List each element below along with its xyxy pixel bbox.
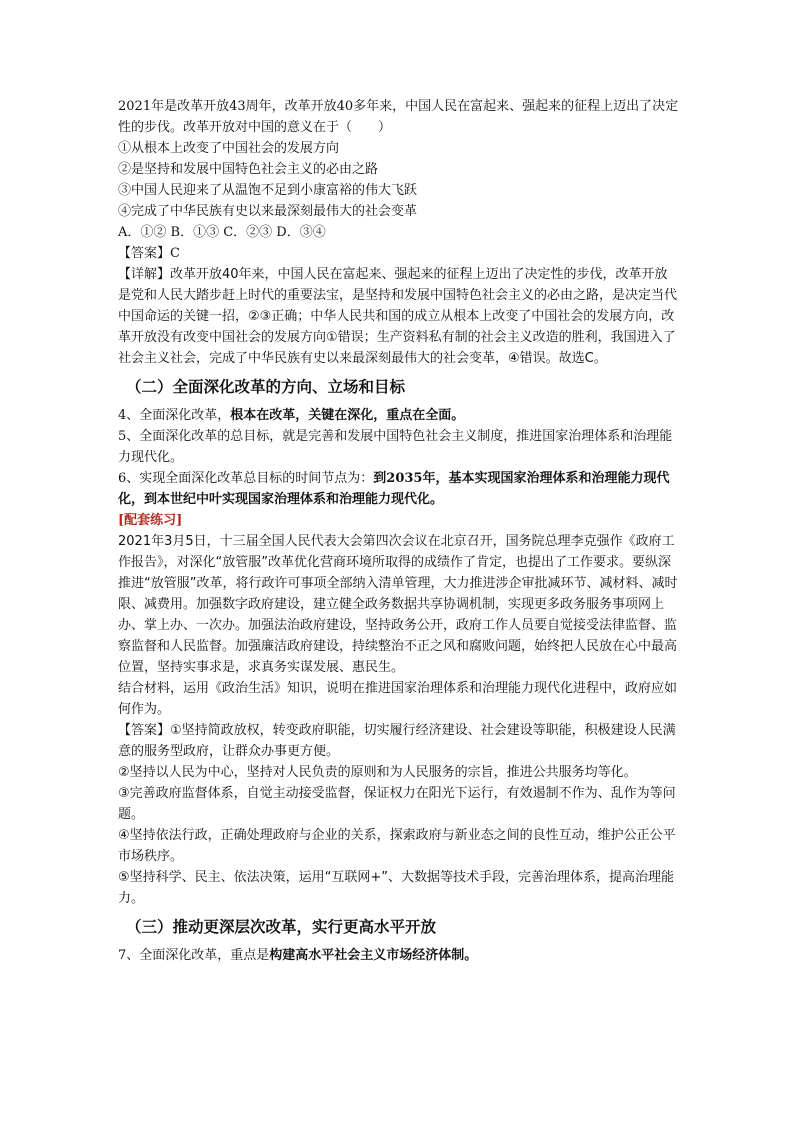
document-page xyxy=(118,96,680,966)
question-1-stem: 2021年是改革开放43周年，改革开放40多年来，中国人民在富起来、强起来的征程上迈出了决定性的步伐。改革开放对中国的意义在于（ ） xyxy=(118,99,679,135)
exercise-answer-label: 【答案】 xyxy=(118,723,171,738)
item-7-bold: 构建高水平社会主义市场经济体制。 xyxy=(269,948,478,963)
exercise-question: 结合材料，运用《政治生活》知识，说明在推进国家治理体系和治理能力现代化进程中，政府应如何作为。 xyxy=(118,681,678,717)
option-4: ④完成了中华民族有史以来最深刻最伟大的社会变革 xyxy=(118,204,418,219)
answer-choices: A．①② B．①③ C．②③ D．③④ xyxy=(118,225,326,240)
exercise-answer-3: ③完善政府监督体系，自觉主动接受监督，保证权力在阳光下运行，有效遏制不作为、乱作为等问题。 xyxy=(118,786,676,822)
item-7 xyxy=(118,945,680,966)
answer-value: C xyxy=(170,246,180,261)
answer-label: 【答案】 xyxy=(118,246,171,261)
answer-line xyxy=(118,243,680,264)
item-6-bold-2: 到本世纪中叶实现国家治理体系和治理能力现代化。 xyxy=(144,492,444,507)
item-5: 5、全面深化改革的总目标，就是完善和发展中国特色社会主义制度，推进国家治理体系和治理能力现代化。 xyxy=(118,429,673,465)
material-paragraph: 2021年3月5日，十三届全国人民代表大会第四次会议在北京召开，国务院总理李克强作《政府工作报告》，对深化“放管服”改革优化营商环境所取得的成绩作了肯定，也提出了工作要求。要纵深推进“放管服”改革，将行政许可事项全部纳入清单管理，大力推进涉企审批减环节、减材料、减时限、减费用。加强数字政府建设，建立健全政务数据共享协调机制，实现更多政务服务事项网上办、掌上办、一次办。加强法治政府建设，坚持政务公开，政府工作人员要自觉接受法律监督、监察监督和人民监督。加强廉洁政府建设，持续整治不正之风和腐败问题，始终把人民放在心中最高位置，坚持实事求是，求真务实谋发展、惠民生。 xyxy=(118,534,678,675)
exercise-answer-5: ⑤坚持科学、民主、依法决策，运用“互联网+”、大数据等技术手段，完善治理体系，提高治理能力。 xyxy=(118,870,675,906)
item-6 xyxy=(118,468,680,510)
option-2: ②是坚持和发展中国特色社会主义的必由之路 xyxy=(118,162,379,177)
detail-label: 【详解】 xyxy=(118,267,171,282)
item-4-bold: 根本在改革，关键在深化，重点在全面。 xyxy=(230,408,465,423)
option-1: ①从根本上改变了中国社会的发展方向 xyxy=(118,141,340,156)
detail-text: 改革开放40年来，中国人民在富起来、强起来的征程上迈出了决定性的步伐，改革开放是党和人民大踏步赶上时代的重要法宝，是坚持和发展中国特色社会主义的必由之路，是决定当代中国命运的关键一招，②③正确；中华人民共和国的成立从根本上改变了中国社会的发展方向，改革开放没有改变中国社会的发展方向①错误；生产资料私有制的社会主义改造的胜利，我国进入了社会主义社会，完成了中华民族有史以来最深刻最伟大的社会变革，④错误。故选C。 xyxy=(118,267,678,366)
item-6-prefix: 6、实现全面深化改革总目标的时间节点为： xyxy=(118,471,374,486)
answer-point-1: ①坚持简政放权，转变政府职能，切实履行经济建设、社会建设等职能，积极建设人民满意的服务型政府，让群众办事更方便。 xyxy=(118,723,676,759)
detail-paragraph xyxy=(118,264,680,369)
item-7-prefix: 7、全面深化改革， xyxy=(118,948,231,963)
item-6-bold-1: 到2035年，基本实现国家治理体系和治理能力现代化， xyxy=(118,471,670,507)
exercise-label: [配套练习] xyxy=(118,513,183,528)
exercise-answer-2: ②坚持以人民为中心，坚持对人民负责的原则和为人民服务的宗旨，推进公共服务均等化。 xyxy=(118,765,637,780)
item-4 xyxy=(118,405,680,426)
option-3: ③中国人民迎来了从温饱不足到小康富裕的伟大飞跃 xyxy=(118,183,418,198)
item-7-mid: 重点是 xyxy=(230,948,270,963)
section-2-heading: （二）全面深化改革的方向、立场和目标 xyxy=(126,377,406,396)
exercise-answer-4: ④坚持依法行政，正确处理政府与企业的关系，探索政府与新业态之间的良性互动，维护公正公平市场秩序。 xyxy=(118,828,676,864)
item-4-prefix: 4、全面深化改革， xyxy=(118,408,231,423)
exercise-answer-1 xyxy=(118,720,680,762)
section-3-heading: （三）推动更深层次改革，实行更高水平开放 xyxy=(126,917,437,936)
